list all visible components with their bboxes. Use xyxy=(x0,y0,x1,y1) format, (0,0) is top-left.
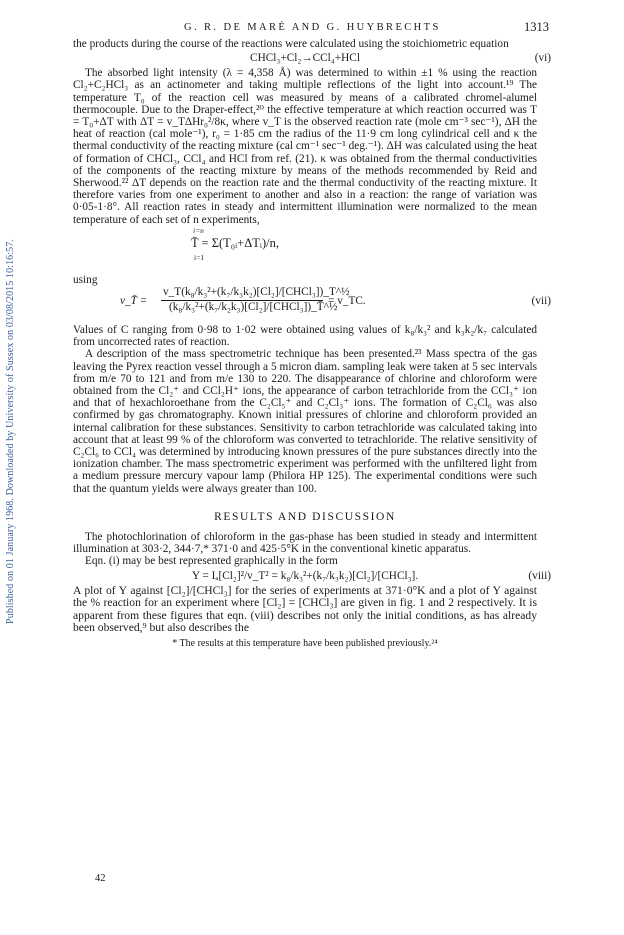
equation-vii-numerator: v_T(k₈/k₃²+(k₇/k₃k₂)[Cl₂]/[CHCl₃])_T^½ xyxy=(163,286,350,299)
sum-expression: T̄ = Σ(T₀ᵢ+ΔTᵢ)/n, xyxy=(191,235,279,250)
equation-vii xyxy=(73,286,551,318)
download-watermark-text: Published on 01 January 1968. Downloaded by University of Sussex on 03/08/2015 10:16:57. xyxy=(4,238,16,624)
equation-vi xyxy=(73,50,551,67)
paragraph-stoichiometry: the products during the course of the reactions were calculated using the stoichiometric equation xyxy=(73,38,509,50)
equation-viii-text: Y = Iₐ[Cl₂]²/v_T² = k₈/k₃²+(k₇/k₃k₂)[Cl₂]/[CHCl₃]. xyxy=(191,569,419,582)
equation-vii-lhs: v_T̄ = xyxy=(120,295,148,308)
equation-viii-number: (viii) xyxy=(528,569,551,582)
paragraph-light-intensity: The absorbed light intensity (λ = 4,358 Å) was determined to within ±1 % using the reaction Cl₂+C₂HCl₃ as an actinometer and taking multiple reflections of the light into account.¹⁹ The temperature T₀ of the reaction cell was measured by means of a calibrated chromel-alumel thermocouple. Due to the Draper-effect,²⁰ the effective temperature at which reaction occurred was T = T₀+ΔT with ΔT = v_TΔHr₀²/8κ, where v_T is the observed reaction rate (mole cm⁻³ sec⁻¹), ΔH the heat of reaction (cal mole⁻¹), r₀ = 1·85 cm the radius of the 11·9 cm long cylindrical cell and κ the thermal conductivity of the reacting mixture (cal cm⁻¹ sec⁻¹ deg.⁻¹). ΔH was calculated using the heat of formation of CHCl₃, CCl₄ and HCl from ref. (21). κ was obtained from the thermal conductivities of the components of the reacting mixture by means of the methods recommended by Reid and Sherwood.²² ΔT depends on the reaction rate and the thermal conductivity of the reacting mixture. It therefore varies from one experiment to another and also in a reaction: the range of variation was 0·05-1·8°. All reaction rates in steady and intermittent illumination were normalized to the mean temperature of each set of n experiments, xyxy=(73,67,537,226)
folio-number: 42 xyxy=(95,873,106,884)
equation-vii-denominator: (k₈/k₃²+(k₇/k₂k₃)[Cl₂]/[CHCl₃])_T̄^½ xyxy=(169,301,338,314)
paragraph-mass-spectrometry: A description of the mass spectrometric technique has been presented.²³ Mass spectra of the gas leaving the Pyrex reaction vessel through a 5 micron diam. sampling leak were taken at 5 sec intervals from m/e 70 to 121 and from m/e 130 to 220. The disappearance of chlorine and chloroform were obtained from the Cl₂⁺ and CCl₂H⁺ ions, the appearance of carbon tetrachloride from the CCl₃⁺ ion and that of hexachloroethane from the C₂Cl₅⁺ and C₂Cl₃⁺ ions. The formation of C₂Cl₆ was also confirmed by gas chromatography. Known initial pressures of chlorine and chloroform provided an internal calibration for these substances. Sensitivity to carbon tetrachloride was calculated taking into account that at least 99 % of the chloroform was converted to tetrachloride. The relative sensitivity of C₂Cl₆ to CCl₄ was determined by introducing known pressures of the pure substances directly into the ionization chamber. The mass spectrometric experiment was performed with the unfiltered light from a medium pressure mercury vapour lamp (Philora HP 125). The experimental conditions were such that the quantum yields were always greater than 100. xyxy=(73,348,537,495)
page-number: 1313 xyxy=(524,20,549,34)
equation-vi-number: (vi) xyxy=(534,52,551,65)
paragraph-plot-description: A plot of Y against [Cl₂]/[CHCl₃] for the series of experiments at 371·0°K and a plot of Y against the % reaction for an experiment where [Cl₂] = [CHCl₃] are given in fig. 1 and 2 respectively. It is apparent from these figures that eqn. (viii) describes not only the initial conditions, as has already been observed,⁹ but also describes the xyxy=(73,583,537,635)
using-label: using xyxy=(73,273,98,286)
equation-vii-rhs: = v_TC. xyxy=(328,295,366,308)
running-header xyxy=(73,20,549,38)
equation-mean-temperature xyxy=(73,226,537,262)
equation-vii-number: (vii) xyxy=(531,295,551,308)
running-title: G. R. DE MARÉ AND G. HUYBRECHTS xyxy=(184,22,441,33)
paragraph-eqn-i: Eqn. (i) may be best represented graphically in the form xyxy=(85,555,338,568)
paragraph-c-values: Values of C ranging from 0·98 to 1·02 were obtained using values of k₈/k₃² and k₃k₂/k₇ calculated from uncorrected rates of reaction. xyxy=(73,324,537,349)
footnote: * The results at this temperature have been published previously.²⁴ xyxy=(172,637,438,649)
equation-viii xyxy=(73,568,551,585)
page-body xyxy=(73,20,551,649)
paragraph-photochlorination: The photochlorination of chloroform in the gas-phase has been studied in steady and intermittent illumination at 303·2, 344·7,* 371·0 and 425·5°K in the conventional kinetic apparatus. xyxy=(73,530,537,556)
section-heading: RESULTS AND DISCUSSION xyxy=(214,510,396,523)
sum-upper-limit: i=n xyxy=(193,225,204,235)
sum-lower-limit: i=1 xyxy=(194,252,205,262)
equation-vi-text: CHCl₃+Cl₂→CCl₄+HCl xyxy=(250,52,360,65)
download-watermark xyxy=(2,156,18,706)
